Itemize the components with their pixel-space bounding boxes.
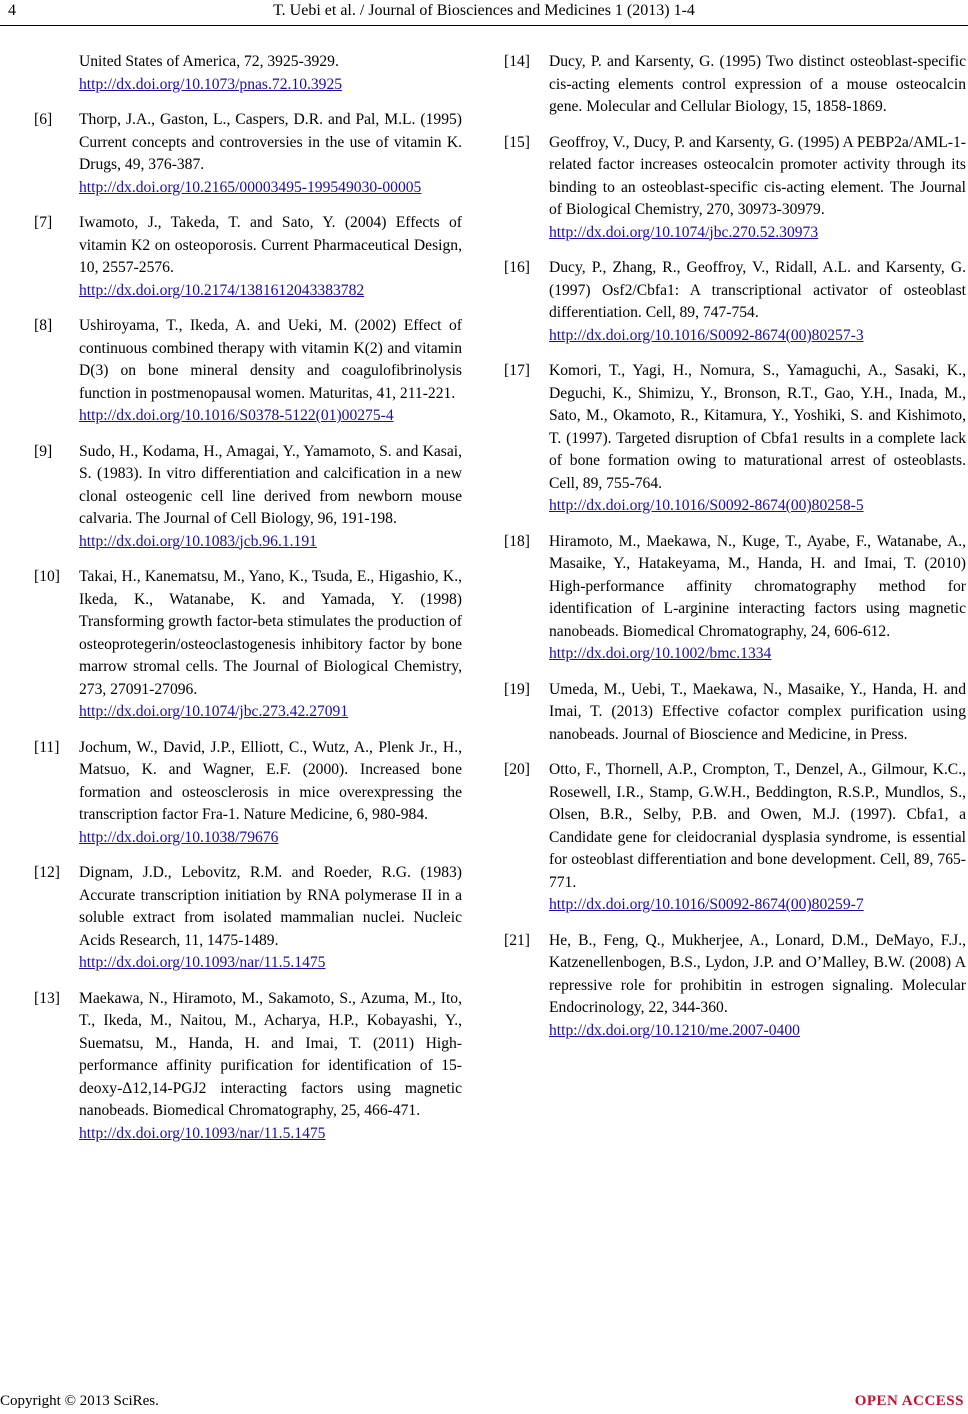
reference-body — [549, 360, 966, 518]
reference-number: [11] — [34, 738, 60, 756]
reference-number: [7] — [34, 214, 53, 231]
reference-text: Umeda, M., Uebi, T., Maekawa, N., Masaike, Y., Handa, H. and Imai, T. (2013) Effective cofactor complex purification using nanobeads. Journal of Bioscience and Medicine, in Press. — [549, 680, 966, 743]
doi-link[interactable]: http://dx.doi.org/10.1093/nar/11.5.1475 — [79, 954, 326, 971]
reference-number: [18] — [504, 532, 530, 550]
reference-text: Thorp, J.A., Gaston, L., Caspers, D.R. and Pal, M.L. (1995) Current concepts and controversies in the use of vitamin K. Drugs, 49, 376-387. — [79, 111, 462, 173]
reference-body — [79, 566, 462, 724]
reference-text: Takai, H., Kanematsu, M., Yano, K., Tsuda, E., Higashio, K., Ikeda, K., Watanabe, K. and Yamada, Y. (1998) Transforming growth factor-beta stimulates the production of osteoprotegerin/osteoclastogenesis inhibitory factor by bone marrow stromal cells. The Journal of Biological Chemistry, 273, 27091-27096. — [79, 568, 462, 698]
reference-text: Ushiroyama, T., Ikeda, A. and Ueki, M. (2002) Effect of continuous combined therapy with vitamin K(2) and vitamin D(3) on bone mineral density and coagulofibrinolysis function in postmenopausal women. Maturitas, 41, 211-221. — [79, 317, 462, 402]
reference-number: [8] — [34, 317, 53, 334]
doi-link[interactable]: http://dx.doi.org/10.1016/S0092-8674(00)80257-3 — [549, 326, 864, 344]
reference-number: [12] — [34, 864, 60, 881]
reference-entry — [504, 531, 966, 666]
doi-link[interactable]: http://dx.doi.org/10.2174/1381612043383782 — [79, 281, 365, 299]
reference-number: [14] — [504, 53, 530, 70]
reference-text: Sudo, H., Kodama, H., Amagai, Y., Yamamoto, S. and Kasai, S. (1983). In vitro differentiation and calcification in a new clonal osteogenic cell line derived from newborn mouse calvaria. The Journal of Cell Biology, 96, 191-198. — [79, 442, 462, 527]
doi-link[interactable]: http://dx.doi.org/10.1038/79676 — [79, 828, 279, 846]
page-number: 4 — [8, 2, 16, 19]
doi-link[interactable]: http://dx.doi.org/10.2165/00003495-199549030-00005 — [79, 178, 422, 196]
reference-body — [79, 315, 462, 428]
reference-body — [79, 988, 462, 1146]
reference-entry — [34, 988, 462, 1146]
footer-copyright: Copyright © 2013 SciRes. — [0, 1393, 159, 1409]
reference-number: [19] — [504, 680, 530, 698]
reference-entry — [34, 109, 462, 199]
reference-body — [549, 257, 966, 347]
reference-body — [79, 441, 462, 554]
doi-link[interactable]: http://dx.doi.org/10.1016/S0092-8674(00)80258-5 — [549, 497, 864, 514]
reference-entry — [34, 315, 462, 428]
header-rule — [0, 25, 968, 26]
reference-entry — [34, 51, 462, 96]
reference-number: [17] — [504, 362, 530, 379]
reference-number: [9] — [34, 442, 53, 460]
reference-column-right — [504, 51, 966, 1055]
doi-link[interactable]: http://dx.doi.org/10.1074/jbc.270.52.30973 — [549, 223, 819, 241]
doi-link[interactable]: http://dx.doi.org/10.1210/me.2007-0400 — [549, 1021, 800, 1039]
doi-link[interactable]: http://dx.doi.org/10.1074/jbc.273.42.27091 — [79, 703, 349, 720]
reference-entry — [34, 737, 462, 850]
doi-link[interactable]: http://dx.doi.org/10.1016/S0092-8674(00)80259-7 — [549, 896, 864, 913]
reference-entry — [504, 759, 966, 917]
reference-entry — [504, 132, 966, 245]
reference-body — [549, 759, 966, 917]
reference-text: United States of America, 72, 3925-3929. — [79, 53, 339, 70]
reference-body — [79, 737, 462, 850]
doi-link[interactable]: http://dx.doi.org/10.1093/nar/11.5.1475 — [79, 1124, 326, 1142]
reference-number: [16] — [504, 259, 530, 276]
reference-entry — [34, 862, 462, 975]
reference-body — [79, 109, 462, 199]
reference-entry — [34, 566, 462, 724]
reference-entry — [504, 257, 966, 347]
reference-body — [549, 531, 966, 666]
reference-number: [6] — [34, 111, 53, 128]
reference-text: Otto, F., Thornell, A.P., Crompton, T., Denzel, A., Gilmour, K.C., Rosewell, I.R., Stamp, G.W.H., Beddington, R.S.P., Mundlos, S., Olsen, B.R., Selby, P.B. and Owen, M.J. (1997). Cbfa1, a Candidate gene for cleidocranial dysplasia syndrome, is essential for osteoblast differentiation and bone development. Cell, 89, 765-771. — [549, 761, 966, 891]
reference-column-left — [34, 51, 462, 1158]
reference-body — [79, 862, 462, 975]
doi-link[interactable]: http://dx.doi.org/10.1073/pnas.72.10.3925 — [79, 75, 343, 93]
reference-body — [549, 930, 966, 1043]
reference-entry — [504, 51, 966, 119]
reference-text: Jochum, W., David, J.P., Elliott, C., Wutz, A., Plenk Jr., H., Matsuo, K. and Wagner, E.F. (2000). Increased bone formation and osteosclerosis in mice overexpressing the transcription factor Fra-1. Nature Medicine, 6, 980-984. — [79, 738, 462, 823]
reference-text: Ducy, P., Zhang, R., Geoffroy, V., Ridall, A.L. and Karsenty, G. (1997) Osf2/Cbfa1: A transcriptional activator of osteoblast differentiation. Cell, 89, 747-754. — [549, 259, 966, 321]
reference-body — [79, 51, 462, 96]
doi-link[interactable]: http://dx.doi.org/10.1002/bmc.1334 — [549, 645, 772, 662]
reference-entry — [34, 212, 462, 302]
reference-number: [20] — [504, 761, 530, 778]
reference-body — [549, 51, 966, 119]
reference-number: [21] — [504, 931, 530, 949]
reference-number: [15] — [504, 133, 530, 151]
reference-text: Iwamoto, J., Takeda, T. and Sato, Y. (2004) Effects of vitamin K2 on osteoporosis. Current Pharmaceutical Design, 10, 2557-2576. — [79, 214, 462, 276]
reference-entry — [34, 441, 462, 554]
reference-entry — [504, 679, 966, 747]
reference-number: [10] — [34, 568, 60, 585]
reference-body — [549, 132, 966, 245]
reference-number: [13] — [34, 989, 60, 1007]
reference-text: Dignam, J.D., Lebovitz, R.M. and Roeder, R.G. (1983) Accurate transcription initiation by RNA polymerase II in a soluble extract from isolated mammalian nuclei. Nucleic Acids Research, 11, 1475-1489. — [79, 864, 462, 949]
reference-text: Ducy, P. and Karsenty, G. (1995) Two distinct osteoblast-specific cis-acting elements control expression of a mouse osteocalcin gene. Molecular and Cellular Biology, 15, 1858-1869. — [549, 53, 966, 115]
doi-link[interactable]: http://dx.doi.org/10.1016/S0378-5122(01)00275-4 — [79, 407, 394, 424]
running-head: T. Uebi et al. / Journal of Biosciences and Medicines 1 (2013) 1-4 — [273, 2, 695, 19]
reference-number — [34, 51, 79, 96]
reference-text: He, B., Feng, Q., Mukherjee, A., Lonard, D.M., DeMayo, F.J., Katzenellenbogen, B.S., Lydon, J.P. and O’Malley, B.W. (2008) A repressive role for prohibitin in estrogen signaling. Molecular Endocrinology, 22, 344-360. — [549, 931, 966, 1016]
reference-entry — [504, 360, 966, 518]
doi-link[interactable]: http://dx.doi.org/10.1083/jcb.96.1.191 — [79, 532, 317, 550]
reference-text: Komori, T., Yagi, H., Nomura, S., Yamaguchi, A., Sasaki, K., Deguchi, K., Shimizu, Y., Bronson, R.T., Gao, Y.H., Inada, M., Sato, M., Okamoto, R., Kitamura, Y., Yoshiki, S. and Kishimoto, T. (1997). Targeted disruption of Cbfa1 results in a complete lack of bone formation owing to maturational arrest of osteoblasts. Cell, 89, 755-764. — [549, 362, 966, 492]
reference-entry — [504, 930, 966, 1043]
reference-text: Hiramoto, M., Maekawa, N., Kuge, T., Ayabe, F., Watanabe, A., Masaike, Y., Hatakeyama, M., Handa, H. and Imai, T. (2010) High-performance affinity chromatography method for identification of L-arginine interacting factors using magnetic nanobeads. Biomedical Chromatography, 24, 606-612. — [549, 532, 966, 640]
reference-body — [549, 679, 966, 747]
reference-text: Geoffroy, V., Ducy, P. and Karsenty, G. (1995) A PEBP2a/AML-1-related factor increases osteocalcin promoter activity through its binding to an osteoblast-specific cis-acting element. The Journal of Biological Chemistry, 270, 30973-30979. — [549, 133, 966, 218]
footer-open-access: OPEN ACCESS — [854, 1393, 964, 1409]
reference-body — [79, 212, 462, 302]
reference-text: Maekawa, N., Hiramoto, M., Sakamoto, S., Azuma, M., Ito, T., Ikeda, M., Naitou, M., Acharya, H.P., Kobayashi, Y., Suematsu, M., Handa, H. and Imai, T. (2011) High-performance affinity purification for identification of 15-deoxy-Δ12,14-PGJ2 interacting factors using magnetic nanobeads. Biomedical Chromatography, 25, 466-471. — [79, 989, 462, 1119]
